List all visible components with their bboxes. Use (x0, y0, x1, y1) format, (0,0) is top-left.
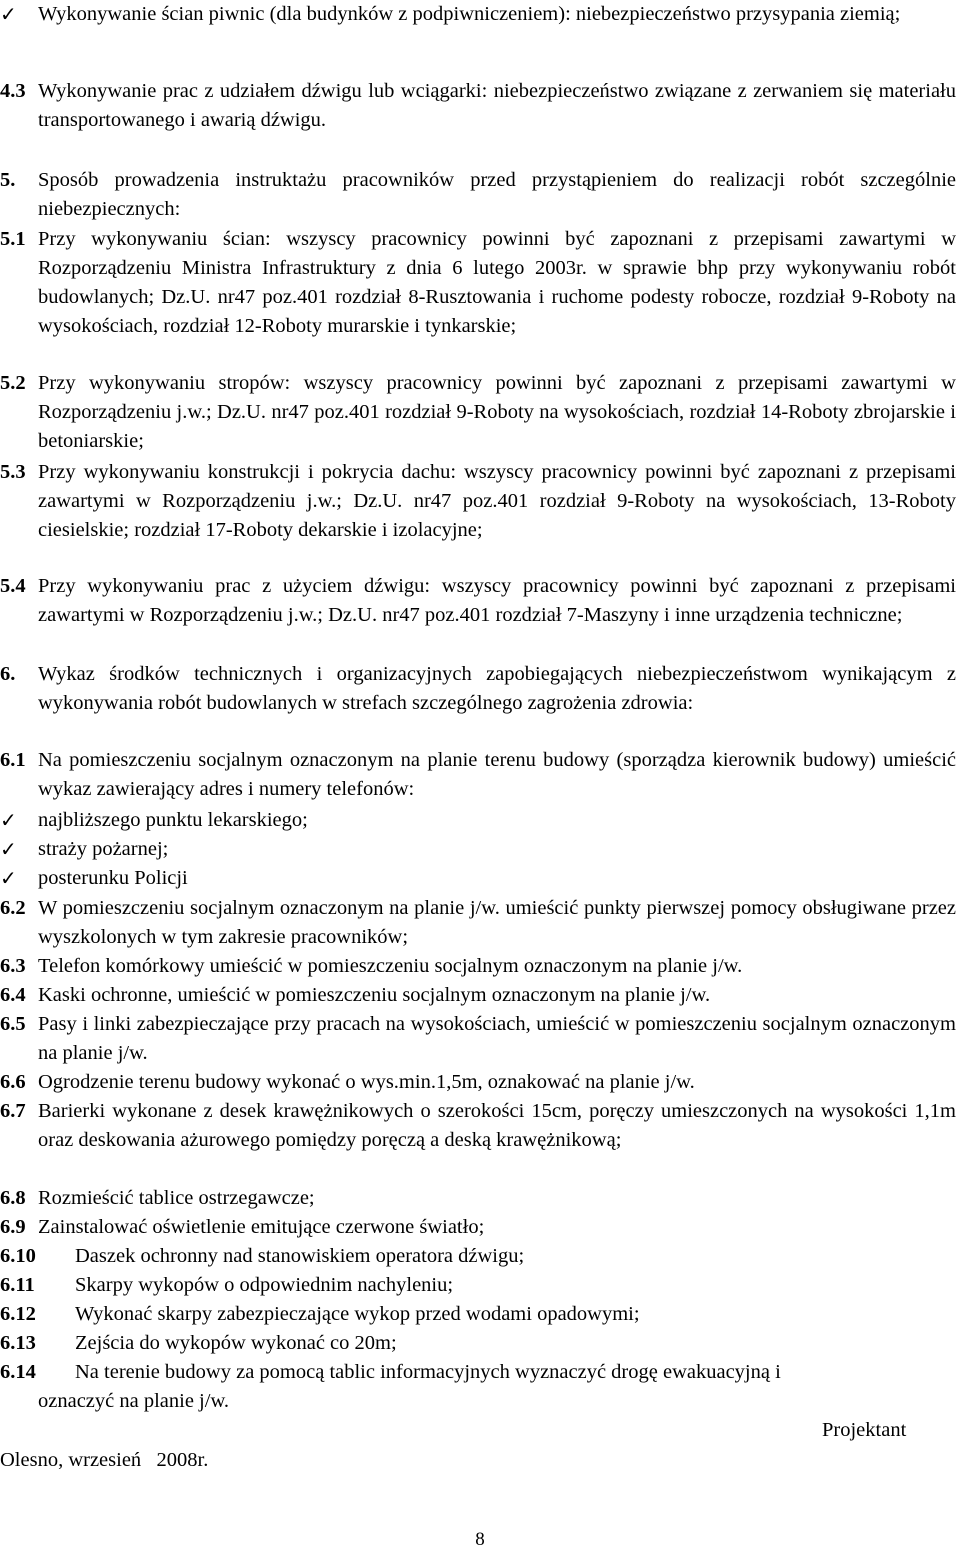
item-6-12 (0, 1300, 956, 1329)
check-item-text: straży pożarnej; (38, 838, 169, 860)
item-number: 5.1 (0, 228, 26, 250)
item-text: Zainstalować oświetlenie emitujące czerwone światło; (38, 1216, 485, 1238)
item-6-14 (0, 1358, 956, 1416)
item-number: 6.2 (0, 897, 26, 919)
item-text: Rozmieścić tablice ostrzegawcze; (38, 1187, 315, 1209)
signature-label: Projektant (822, 1419, 907, 1441)
item-number: 6.8 (0, 1187, 26, 1209)
item-text: Zejścia do wykopów wykonać co 20m; (75, 1332, 397, 1354)
item-6-5 (0, 1010, 956, 1068)
item-number: 6.1 (0, 749, 26, 771)
item-6-8 (0, 1184, 956, 1213)
item-number: 6.13 (0, 1332, 36, 1354)
item-6-2 (0, 894, 956, 952)
place-and-date: Olesno, wrzesień 2008r. (0, 1449, 209, 1471)
item-5-1 (0, 225, 956, 341)
item-6-9 (0, 1213, 956, 1242)
checkmark-icon: ✓ (0, 837, 17, 861)
item-text-continuation: oznaczyć na planie j/w. (38, 1390, 230, 1412)
item-text: Skarpy wykopów o odpowiednim nachyleniu; (75, 1274, 454, 1296)
item-6-10 (0, 1242, 956, 1271)
item-text: W pomieszczeniu socjalnym oznaczonym na planie j/w. umieścić punkty pierwszej pomocy obsługiwane przez wyszkolonych w tym zakresie pracowników; (38, 897, 956, 948)
check-item (0, 864, 956, 893)
page-number: 8 (475, 1529, 485, 1550)
item-text: Przy wykonywaniu ścian: wszyscy pracownicy powinni być zapoznani z przepisami zawartymi w Rozporządzeniu Ministra Infrastruktury z dnia 6 lutego 2003r. w sprawie bhp przy wykonywaniu robót budowlanych; Dz.U. nr47 poz.401 rozdział 8-Rusztowania i ruchome podesty robocze, rozdział 9-Roboty na wysokościach, rozdział 12-Roboty murarskie i tynkarskie; (38, 228, 956, 337)
item-6-7 (0, 1097, 956, 1155)
item-text: Wykonywanie prac z udziałem dźwigu lub wciągarki: niebezpieczeństwo związane z zerwaniem się materiału transportowanego i awarią dźwigu. (38, 80, 956, 131)
top-bullet-text: Wykonywanie ścian piwnic (dla budynków z podpiwniczeniem): niebezpieczeństwo przysypania ziemią; (38, 3, 901, 25)
item-5-3 (0, 458, 956, 545)
checkmark-icon: ✓ (0, 2, 17, 26)
item-text: Przy wykonywaniu stropów: wszyscy pracownicy powinni być zapoznani z przepisami zawartymi w Rozporządzeniu j.w.; Dz.U. nr47 poz.401 rozdział 9-Roboty na wysokościach, rozdział 14-Roboty zbrojarskie i betoniarskie; (38, 372, 956, 452)
item-text: Barierki wykonane z desek krawężnikowych o szerokości 15cm, poręczy umieszczonych na wysokości 1,1m oraz deskowania ażurowego pomiędzy poręczą a deską krawężnikową; (38, 1100, 956, 1151)
item-number: 6.4 (0, 984, 26, 1006)
item-text: Przy wykonywaniu prac z użyciem dźwigu: wszyscy pracownicy powinni być zapoznani z przepisami zawartymi w Rozporządzeniu j.w.; Dz.U. nr47 poz.401 rozdział 7-Maszyny i inne urządzenia techniczne; (38, 575, 956, 626)
check-item (0, 835, 956, 864)
item-4-3 (0, 77, 956, 135)
item-number: 4.3 (0, 80, 26, 102)
item-number: 6.10 (0, 1245, 36, 1267)
item-text: Telefon komórkowy umieścić w pomieszczeniu socjalnym oznaczonym na planie j/w. (38, 955, 743, 977)
item-number: 6.14 (0, 1361, 36, 1383)
check-item-text: najbliższego punktu lekarskiego; (38, 809, 308, 831)
item-text: Kaski ochronne, umieścić w pomieszczeniu socjalnym oznaczonym na planie j/w. (38, 984, 711, 1006)
item-text: Pasy i linki zabezpieczające przy pracach na wysokościach, umieścić w pomieszczeniu socjalnym oznaczonym na planie j/w. (38, 1013, 956, 1064)
item-6-13 (0, 1329, 956, 1358)
section-5-heading (0, 166, 956, 224)
item-number: 5.4 (0, 575, 26, 597)
item-5-2 (0, 369, 956, 456)
section-heading-text: Wykaz środków technicznych i organizacyjnych zapobiegających niebezpieczeństwom wynikającym z wykonywania robót budowlanych w strefach szczególnego zagrożenia zdrowia: (38, 663, 956, 714)
section-number: 5. (0, 169, 16, 191)
item-text: Na pomieszczeniu socjalnym oznaczonym na planie terenu budowy (sporządza kierownik budowy) umieścić wykaz zawierający adres i numery telefonów: (38, 749, 956, 800)
item-number: 6.11 (0, 1274, 35, 1296)
check-item-text: posterunku Policji (38, 867, 188, 889)
item-6-3 (0, 952, 956, 981)
item-5-4 (0, 572, 956, 630)
item-number: 6.9 (0, 1216, 26, 1238)
section-6-heading (0, 660, 956, 718)
checkmark-icon: ✓ (0, 866, 17, 890)
item-6-4 (0, 981, 956, 1010)
item-number: 6.6 (0, 1071, 26, 1093)
section-number: 6. (0, 663, 16, 685)
item-text: Ogrodzenie terenu budowy wykonać o wys.min.1,5m, oznakować na planie j/w. (38, 1071, 695, 1093)
item-text: Wykonać skarpy zabezpieczające wykop przed wodami opadowymi; (75, 1303, 640, 1325)
check-item (0, 806, 956, 835)
item-number: 5.3 (0, 461, 26, 483)
item-text: Przy wykonywaniu konstrukcji i pokrycia dachu: wszyscy pracownicy powinni być zapoznani z przepisami zawartymi w Rozporządzeniu j.w.; Dz.U. nr47 poz.401 rozdział 9-Roboty na wysokościach, 13-Roboty ciesielskie; rozdział 17-Roboty dekarskie i izolacyjne; (38, 461, 956, 541)
item-number: 6.7 (0, 1100, 26, 1122)
item-6-1 (0, 746, 956, 804)
item-number: 6.3 (0, 955, 26, 977)
item-6-11 (0, 1271, 956, 1300)
item-text: Daszek ochronny nad stanowiskiem operatora dźwigu; (75, 1245, 525, 1267)
item-6-6 (0, 1068, 956, 1097)
item-number: 6.5 (0, 1013, 26, 1035)
item-number: 6.12 (0, 1303, 36, 1325)
top-bullet-item (0, 0, 956, 29)
item-number: 5.2 (0, 372, 26, 394)
item-text: Na terenie budowy za pomocą tablic informacyjnych wyznaczyć drogę ewakuacyjną i (75, 1361, 781, 1383)
section-heading-text: Sposób prowadzenia instruktażu pracowników przed przystąpieniem do realizacji robót szczególnie niebezpiecznych: (38, 169, 956, 220)
checkmark-icon: ✓ (0, 808, 17, 832)
